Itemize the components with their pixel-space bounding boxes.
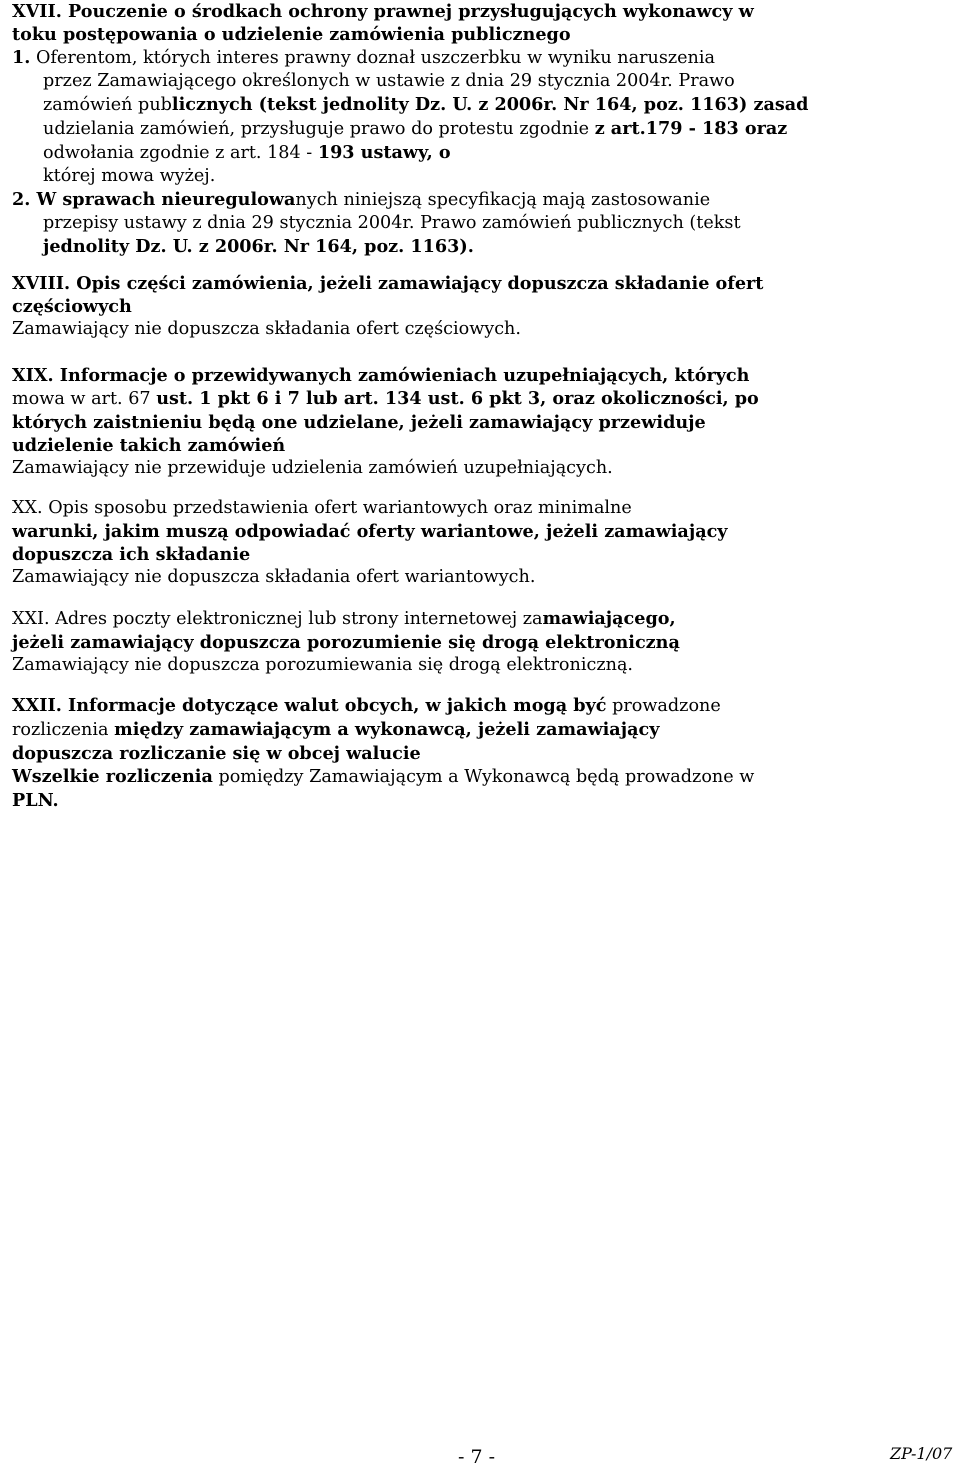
point-number: 1. (12, 47, 31, 68)
section-xxi-body: Zamawiający nie dopuszcza porozumiewania się drogą elektroniczną. (12, 655, 634, 675)
text-run: Oferentom, których interes prawny doznał uszczerbku w wyniku naruszenia (30, 48, 715, 68)
text-run-bold: zasad (753, 94, 809, 115)
text-run: prowadzone (606, 696, 721, 716)
section-xvii-heading-line1: XVII. Pouczenie o środkach ochrony prawnej przysługujących wykonawcy w (12, 1, 754, 22)
page-number: - 7 - (458, 1446, 496, 1468)
section-xviii-heading-line1: XVIII. Opis części zamówienia, jeżeli zamawiający dopuszcza składanie ofert (12, 273, 764, 294)
section-xix-heading-line4: udzielenie takich zamówień (12, 435, 286, 456)
text-run-bold: między zamawiającym a wykonawcą, jeżeli zamawiający (114, 719, 660, 740)
text-run-bold: ust. 1 pkt 6 i 7 lub art. 134 ust. 6 pkt 3, oraz okoliczności, po (156, 388, 759, 409)
section-xix (12, 364, 956, 480)
section-xxi (12, 607, 956, 677)
section-xxii (12, 694, 956, 812)
section-xvii-point1-line1 (12, 46, 956, 70)
text-run-bold: 193 ustawy, o (317, 142, 451, 163)
text-run-bold: licznych (tekst jednolity Dz. U. z 2006r. Nr 164, poz. (171, 94, 684, 115)
section-xvii-point2-line3: jednolity Dz. U. z 2006r. Nr 164, poz. 1163). (43, 236, 474, 257)
text-run-bold: Wszelkie rozliczenia (12, 766, 213, 787)
section-xxii-body-line2: PLN. (12, 790, 59, 811)
section-xix-heading-line1: XIX. Informacje o przewidywanych zamówieniach uzupełniających, których (12, 365, 750, 386)
section-xvii-point1-line2: przez Zamawiającego określonych w ustawie z dnia 29 stycznia 2004r. Prawo (43, 71, 735, 91)
section-xix-heading-line2 (12, 387, 956, 411)
section-xx-heading-line1: XX. Opis sposobu przedstawienia ofert wariantowych oraz minimalne (12, 498, 632, 518)
section-xvii-point1-line4 (12, 117, 956, 141)
section-xvii-point2-line2: przepisy ustawy z dnia 29 stycznia 2004r. Prawo zamówień publicznych (tekst (43, 213, 741, 233)
text-run: odwołania zgodnie z art. 184 - (43, 143, 318, 163)
section-xxi-heading-line1 (12, 607, 956, 631)
section-xx-body: Zamawiający nie dopuszcza składania ofert wariantowych. (12, 567, 536, 587)
section-xx-heading-line2: warunki, jakim muszą odpowiadać oferty wariantowe, jeżeli zamawiający (12, 521, 728, 542)
text-run-bold: 1163) (683, 94, 754, 115)
document-code: ZP-1/07 (890, 1444, 953, 1463)
text-run-bold: 179 - 183 oraz (645, 118, 788, 139)
section-xix-heading-line3: których zaistnieniu będą one udzielane, jeżeli zamawiający przewiduje (12, 412, 706, 433)
section-xxii-heading-line3: dopuszcza rozliczanie się w obcej walucie (12, 743, 421, 764)
text-run: XXI. Adres poczty elektronicznej lub strony internetowej za (12, 609, 543, 629)
section-xvii-point1-line6: której mowa wyżej. (43, 166, 216, 186)
section-xxii-body-line1 (12, 765, 956, 789)
section-xvii-point1-line5 (12, 141, 956, 165)
section-xviii-heading-line2: częściowych (12, 296, 132, 317)
section-xvii (12, 0, 956, 258)
section-xx-heading-line3: dopuszcza ich składanie (12, 544, 251, 565)
text-run: udzielania zamówień, przysługuje prawo do protestu zgodnie (43, 119, 595, 139)
text-run: mowa w art. 67 (12, 389, 157, 409)
section-xxi-heading-line2: jeżeli zamawiający dopuszcza porozumienie się drogą elektroniczną (12, 632, 680, 653)
section-xix-body: Zamawiający nie przewiduje udzielenia zamówień uzupełniających. (12, 458, 613, 478)
section-xxii-heading-line2 (12, 718, 956, 742)
text-run-bold: mawiającego, (542, 608, 676, 629)
text-run: zamówień pub (43, 95, 172, 115)
text-run-bold: XXII. Informacje dotyczące walut obcych, w jakich mogą być (12, 695, 607, 716)
text-run-bold: z art. (594, 118, 646, 139)
text-run: pomiędzy Zamawiającym a Wykonawcą będą prowadzone w (212, 767, 755, 787)
text-run: nych niniejszą specyfikacją mają zastosowanie (295, 190, 711, 210)
text-run-bold: 2. W sprawach nieuregulowa (12, 189, 296, 210)
text-run: rozliczenia (12, 720, 115, 740)
section-xvii-heading-line2: toku postępowania o udzielenie zamówienia publicznego (12, 24, 571, 45)
section-xx (12, 497, 956, 589)
section-xvii-point2-line1 (12, 188, 956, 212)
section-xvii-point1-line3 (12, 93, 956, 117)
section-xxii-heading-line1 (12, 694, 956, 718)
section-xviii (12, 272, 956, 341)
section-xviii-body: Zamawiający nie dopuszcza składania ofert częściowych. (12, 319, 521, 339)
